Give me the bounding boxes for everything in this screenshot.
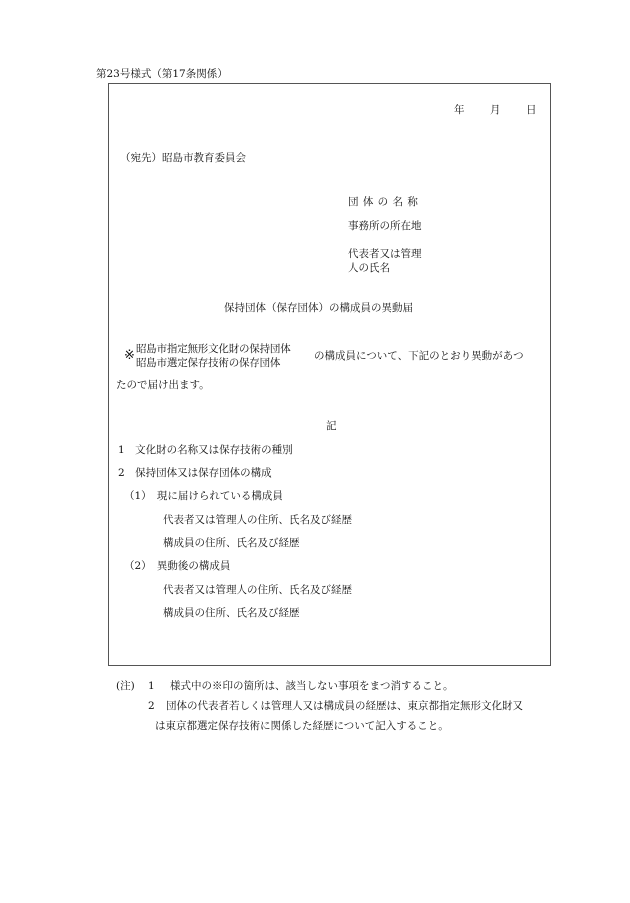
date-month-label: 月 xyxy=(490,104,501,116)
body-options xyxy=(136,342,291,370)
sub-item-1-b: 構成員の住所、氏名及び経歴 xyxy=(163,537,300,549)
date-year-label: 年 xyxy=(454,104,465,116)
sub-item-1: （1） 現に届けられている構成員 xyxy=(124,490,283,502)
ki-heading: 記 xyxy=(326,420,337,432)
note-2-number: 2 xyxy=(148,700,155,712)
note-1-number: 1 xyxy=(148,680,155,692)
note-1-text: 様式中の※印の箇所は、該当しない事項をまつ消すること。 xyxy=(170,680,454,692)
sub-item-2: （2） 異動後の構成員 xyxy=(124,560,231,572)
form-number: 第23号様式（第17条関係） xyxy=(96,68,228,80)
group-name-label: 団 体 の 名 称 xyxy=(348,196,419,208)
note-2-text-line2: は東京都選定保存技術に関係した経歴について記入すること。 xyxy=(155,720,449,732)
form-frame xyxy=(108,83,551,666)
item-1: 1 文化財の名称又は保存技術の種別 xyxy=(118,444,293,456)
sub-item-2-b: 構成員の住所、氏名及び経歴 xyxy=(163,607,300,619)
body-line-2: たので届け出ます。 xyxy=(116,379,210,391)
notes-label: (注) xyxy=(116,680,135,692)
document-title: 保持団体（保存団体）の構成員の異動届 xyxy=(224,302,413,314)
item-2: 2 保持団体又は保存団体の構成 xyxy=(118,467,272,479)
sub-item-1-a: 代表者又は管理人の住所、氏名及び経歴 xyxy=(163,514,352,526)
representative-label-line2: 人の氏名 xyxy=(348,262,390,274)
sub-item-2-a: 代表者又は管理人の住所、氏名及び経歴 xyxy=(163,584,352,596)
addressee: （宛先）昭島市教育委員会 xyxy=(120,152,246,164)
representative-label-line1: 代表者又は管理 xyxy=(348,248,422,260)
office-address-label: 事務所の所在地 xyxy=(348,220,422,232)
body-continuation: の構成員について、下記のとおり異動があつ xyxy=(314,350,524,362)
strike-mark: ※ xyxy=(124,348,135,363)
body-option-2: 昭島市選定保存技術の保存団体 xyxy=(136,357,281,369)
date-day-label: 日 xyxy=(526,104,537,116)
body-option-1: 昭島市指定無形文化財の保持団体 xyxy=(136,343,291,355)
note-2-text-line1: 団体の代表者若しくは管理人又は構成員の経歴は、東京都指定無形文化財又 xyxy=(166,700,523,712)
